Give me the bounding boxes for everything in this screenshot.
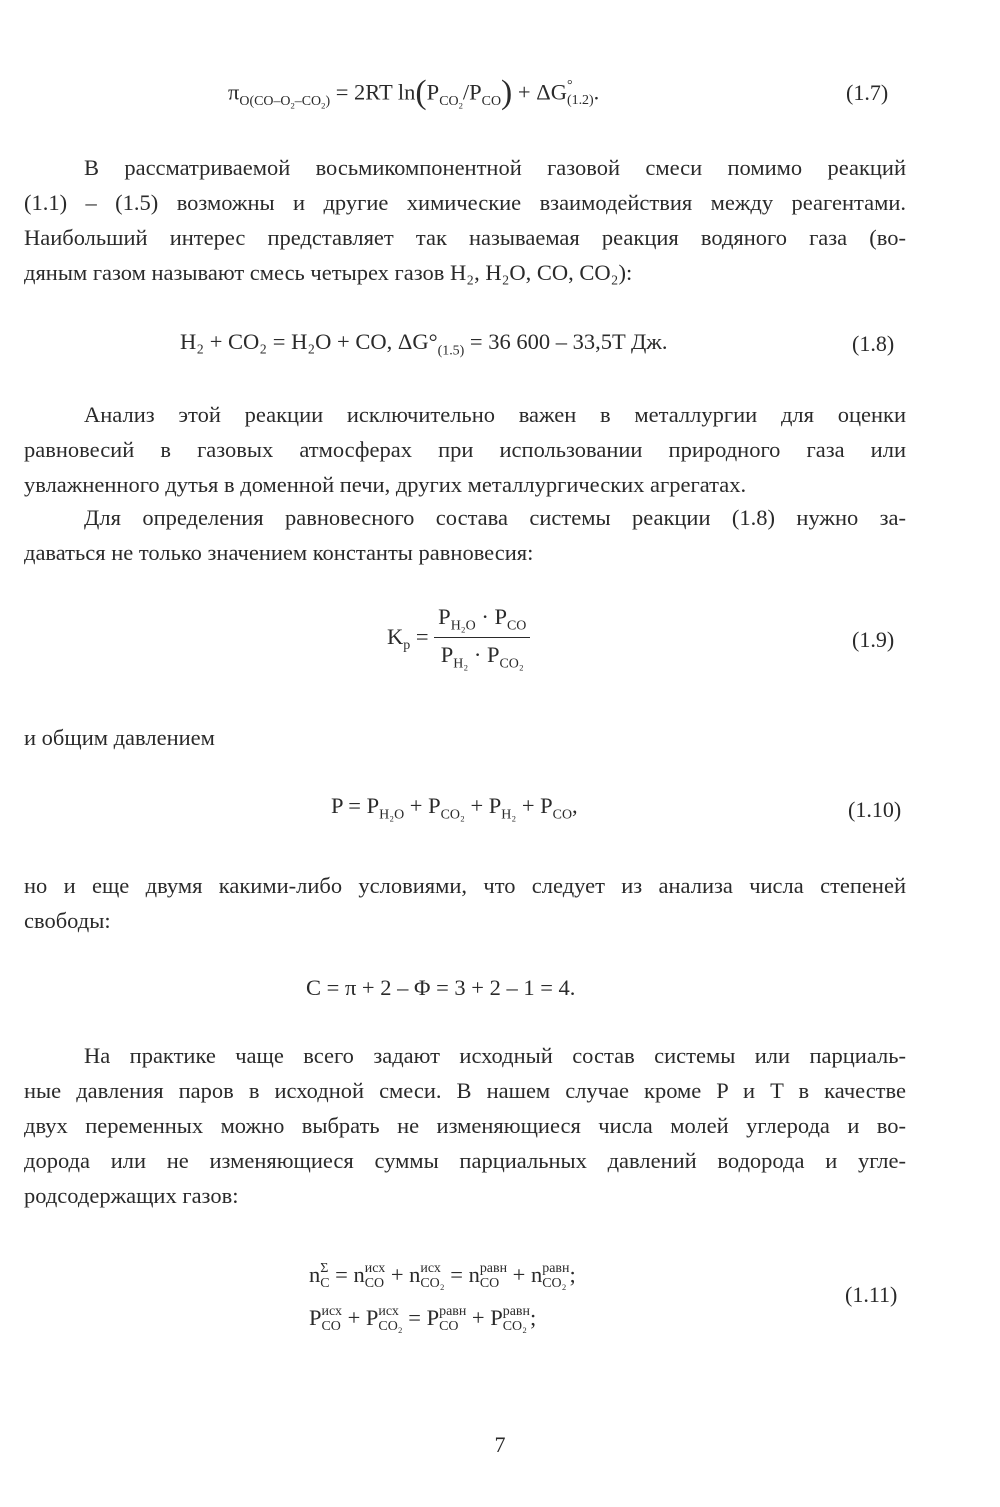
paragraph-6: На практике чаще всего задают исходный состав системы или парциаль- ные давления паров в исходной смеси. В нашем случае кроме P и T в качестве двух переменных можно выбрать не изменяющиеся числа молей углерода и во- дорода или не изменяющиеся суммы парциальных давлений водорода и угле- родсодержащих газов:	[24, 1043, 906, 1208]
paragraph-3: Для определения равновесного состава системы реакции (1.8) нужно за- даваться не только значением константы равновесия:	[24, 505, 906, 565]
equation-1-10: $P = P_{H_2O} + P_{CO_2} + P_{H_2} + P_{CO}$,	[331, 793, 578, 823]
equation-number-1-10: (1.10)	[848, 797, 902, 822]
equation-1-11-line-2: P исх CO + P исх CO₂ = P равн CO + P равн CO₂ ;	[309, 1304, 537, 1334]
equation-number-1-8: (1.8)	[852, 331, 895, 356]
equation-number-1-11: (1.11)	[845, 1282, 898, 1307]
equation-1-11-line-1: n Σ C = n исх CO + n исх CO₂ = n равн CO + n равн CO₂ ;	[309, 1261, 576, 1291]
paragraph-4: и общим давлением	[24, 725, 215, 750]
equation-number-1-7: (1.7)	[846, 80, 889, 105]
paragraph-1: В рассматриваемой восьмикомпонентной газовой смеси помимо реакций (1.1) – (1.5) возможны и другие химические взаимодействия между реагентами. Наибольший интерес представляет так называемая реакция водяного газа (во- дяным газом называют смесь четырех газов H₂, H₂O, CO, CO₂):	[24, 155, 906, 285]
equation-phase-rule: C = π + 2 – Φ = 3 + 2 – 1 = 4.	[306, 975, 576, 1000]
equation-1-7: $\pi_{O(CO-O_2-CO_2)} = 2RT$ $\ln(P_{CO_2}/P_{CO}) + \Delta G$ ° (1.2) .	[228, 74, 600, 111]
equation-1-8: H₂ + CO₂ = H₂O + CO, $\Delta G^\circ_{(1.5)} = 36$ 600 – 33,5T Дж.	[180, 329, 668, 359]
fraction-kp: $\frac{P_{H_2O} \cdot P_{CO}}{P_{H_2} \cdot P_{CO_2}}$	[434, 606, 530, 672]
equation-1-9: $K_p$ = $\frac{P_{H_2O} \cdot P_{CO}}{P_{H_2} \cdot P_{CO_2}}$	[387, 606, 530, 672]
equation-number-1-9: (1.9)	[852, 627, 895, 652]
page-number: 7	[494, 1432, 506, 1457]
paragraph-2: Анализ этой реакции исключительно важен в металлургии для оценки равновесий в газовых атмосферах при использовании природного газа или увлажненного дутья в доменной печи, других металлургических агрегатах.	[24, 402, 906, 497]
paragraph-5: но и еще двумя какими-либо условиями, что следует из анализа числа степеней свободы:	[24, 873, 906, 933]
